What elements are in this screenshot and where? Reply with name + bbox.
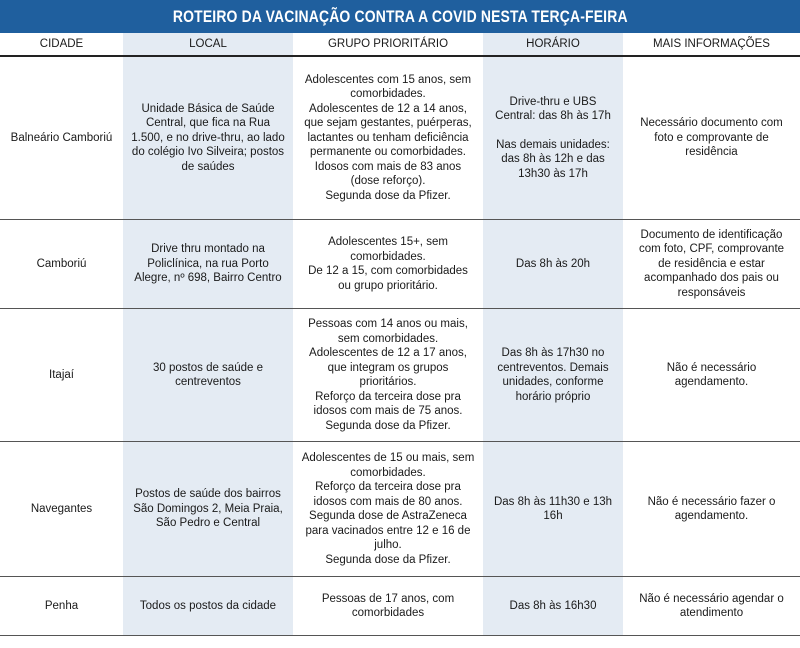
cell-cidade: Penha — [0, 577, 123, 636]
cell-cidade: Camboriú — [0, 220, 123, 309]
table-row — [0, 220, 800, 309]
horario-line: Drive-thru e UBS Central: das 8h às 17h — [495, 95, 611, 123]
cell-grupo — [293, 309, 483, 442]
header-mais-informacoes: MAIS INFORMAÇÕES — [623, 33, 800, 56]
cell-info: Não é necessário agendar o atendimento — [623, 577, 800, 636]
cell-horario — [483, 577, 623, 636]
grupo-line: De 12 a 15, com comorbidades ou grupo prioritário. — [308, 265, 468, 292]
grupo-line: Segunda dose de AstraZeneca para vacinados entre 12 e 16 de julho. — [305, 510, 471, 551]
cell-local: Drive thru montado na Policlínica, na rua Porto Alegre, nº 698, Bairro Centro — [123, 220, 293, 309]
header-row — [0, 33, 800, 56]
grupo-line: Adolescentes de 12 a 14 anos, que sejam gestantes, puérperas, lactantes ou tenham deficiência permanente ou comorbidades. — [304, 102, 472, 159]
grupo-line: Adolescentes 15+, sem comorbidades. — [328, 236, 448, 263]
cell-grupo — [293, 56, 483, 220]
horario-line: Das 8h às 17h30 no centreventos. Demais unidades, conforme horário próprio — [497, 347, 609, 403]
cell-info: Necessário documento com foto e comprovante de residência — [623, 56, 800, 220]
cell-horario — [483, 220, 623, 309]
cell-grupo — [293, 220, 483, 309]
header-grupo-prioritario: GRUPO PRIORITÁRIO — [293, 33, 483, 56]
cell-horario — [483, 309, 623, 442]
header-cidade: CIDADE — [0, 33, 123, 56]
horario-line: Das 8h às 20h — [515, 257, 591, 270]
cell-cidade: Itajaí — [0, 309, 123, 442]
cell-local: Todos os postos da cidade — [123, 577, 293, 636]
table-row — [0, 577, 800, 636]
grupo-line: Segunda dose da Pfizer. — [325, 189, 451, 202]
grupo-line: Adolescentes com 15 anos, sem comorbidades. — [304, 73, 472, 101]
table-row — [0, 56, 800, 220]
grupo-line: Segunda dose da Pfizer. — [325, 419, 451, 432]
horario-line: Nas demais unidades: das 8h às 12h e das 13h30 às 17h — [496, 138, 610, 180]
grupo-line: Pessoas com 14 anos ou mais, sem comorbidades. — [308, 318, 468, 345]
cell-info: Documento de identificação com foto, CPF, comprovante de residência e estar acompanhado dos pais ou responsáveis — [623, 220, 800, 309]
cell-local: 30 postos de saúde e centreventos — [123, 309, 293, 442]
table-title — [0, 0, 800, 33]
cell-local: Postos de saúde dos bairros São Domingos 2, Meia Praia, São Pedro e Central — [123, 442, 293, 577]
horario-line: Das 8h às 16h30 — [509, 599, 597, 612]
vaccination-schedule-table — [0, 33, 800, 636]
cell-horario — [483, 56, 623, 220]
cell-cidade: Navegantes — [0, 442, 123, 577]
cell-info: Não é necessário agendamento. — [623, 309, 800, 442]
cell-cidade: Balneário Camboriú — [0, 56, 123, 220]
cell-info: Não é necessário fazer o agendamento. — [623, 442, 800, 577]
table-title-text: ROTEIRO DA VACINAÇÃO CONTRA A COVID NESTA TERÇA-FEIRA — [172, 6, 628, 26]
horario-line: Das 8h às 11h30 e 13h 16h — [493, 495, 613, 522]
cell-grupo — [293, 577, 483, 636]
cell-horario — [483, 442, 623, 577]
cell-local: Unidade Básica de Saúde Central, que fica na Rua 1.500, e no drive-thru, ao lado do colégio Ivo Silveira; postos de saúdes — [123, 56, 293, 220]
grupo-line: Pessoas de 17 anos, com comorbidades — [321, 592, 455, 619]
grupo-line: Segunda dose da Pfizer. — [325, 553, 451, 566]
cell-grupo — [293, 442, 483, 577]
table-row — [0, 309, 800, 442]
grupo-line: Adolescentes de 12 a 17 anos, que integram os grupos prioritários. — [309, 347, 467, 388]
grupo-line: Reforço da terceira dose pra idosos com mais de 75 anos. — [313, 390, 463, 417]
grupo-line: Idosos com mais de 83 anos (dose reforço). — [314, 160, 462, 188]
header-local: LOCAL — [123, 33, 293, 56]
grupo-line: Adolescentes de 15 ou mais, sem comorbidades. — [301, 452, 475, 479]
table-row — [0, 442, 800, 577]
grupo-line: Reforço da terceira dose pra idosos com mais de 80 anos. — [313, 481, 463, 508]
header-horario: HORÁRIO — [483, 33, 623, 56]
